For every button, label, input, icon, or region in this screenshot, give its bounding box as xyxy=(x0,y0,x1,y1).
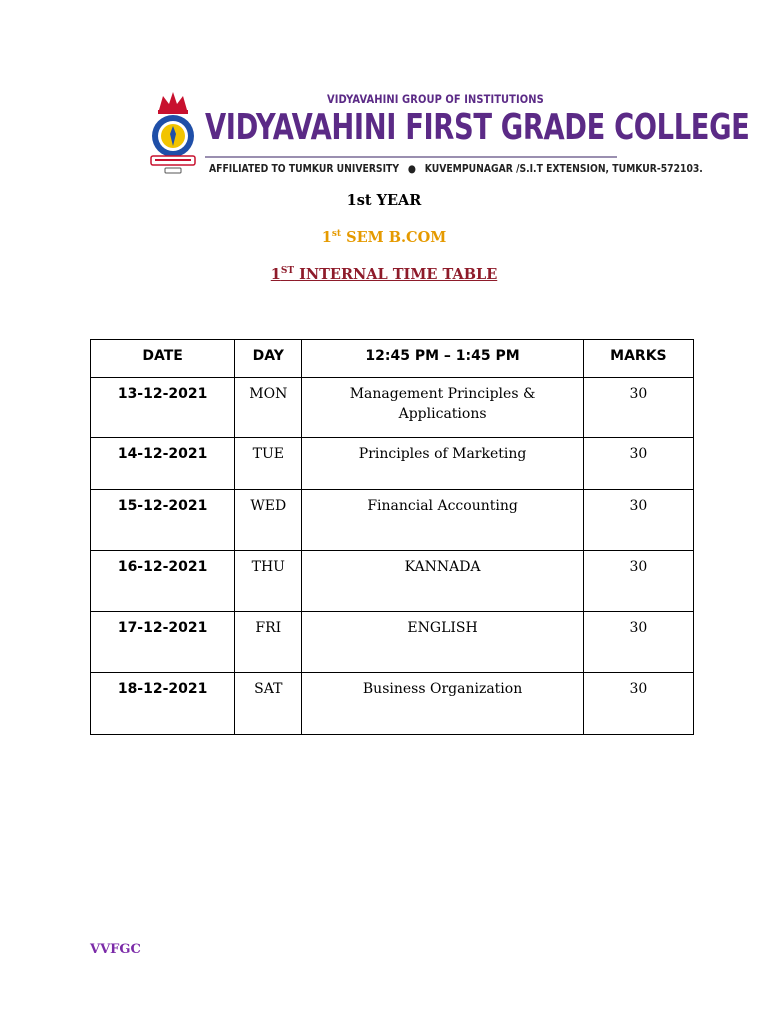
header-divider xyxy=(205,156,617,158)
group-name: VIDYAVAHINI GROUP OF INSTITUTIONS xyxy=(327,92,544,106)
date-cell: 14-12-2021 xyxy=(91,438,235,490)
college-name: VIDYAVAHINI FIRST GRADE COLLEGE xyxy=(205,107,750,148)
header-date: DATE xyxy=(91,340,235,378)
internal-title xyxy=(0,266,768,283)
year-title: 1st YEAR xyxy=(346,192,422,209)
college-emblem-icon xyxy=(145,90,201,176)
marks-cell: 30 xyxy=(583,673,693,735)
table-row xyxy=(91,551,694,612)
subject-cell: Financial Accounting xyxy=(302,490,583,551)
day-cell: WED xyxy=(235,490,302,551)
table-row xyxy=(91,673,694,735)
table-row xyxy=(91,612,694,673)
bullet-separator: ● xyxy=(407,163,416,175)
timetable xyxy=(90,339,694,735)
letterhead xyxy=(145,90,750,180)
subject-cell: Business Organization xyxy=(302,673,583,735)
semester-label: SEM B.COM xyxy=(341,229,447,246)
marks-cell: 30 xyxy=(583,490,693,551)
date-cell: 13-12-2021 xyxy=(91,378,235,438)
marks-cell: 30 xyxy=(583,438,693,490)
affiliation-line xyxy=(209,163,703,175)
footer-initials: VVFGC xyxy=(90,942,141,957)
date-cell: 17-12-2021 xyxy=(91,612,235,673)
table-header-row xyxy=(91,340,694,378)
header-marks: MARKS xyxy=(583,340,693,378)
semester-title xyxy=(0,229,768,246)
semester-number: 1 xyxy=(321,229,332,246)
table-row xyxy=(91,378,694,438)
affiliation-university: AFFILIATED TO TUMKUR UNIVERSITY xyxy=(209,163,400,175)
internal-label: INTERNAL TIME TABLE xyxy=(294,266,498,283)
date-cell: 16-12-2021 xyxy=(91,551,235,612)
day-cell: TUE xyxy=(235,438,302,490)
internal-number: 1 xyxy=(270,266,281,283)
date-cell: 15-12-2021 xyxy=(91,490,235,551)
subject-cell: Principles of Marketing xyxy=(302,438,583,490)
semester-suffix: st xyxy=(331,229,342,239)
day-cell: THU xyxy=(235,551,302,612)
date-cell: 18-12-2021 xyxy=(91,673,235,735)
subject-cell: ENGLISH xyxy=(302,612,583,673)
subject-cell: KANNADA xyxy=(302,551,583,612)
marks-cell: 30 xyxy=(583,551,693,612)
table-row xyxy=(91,438,694,490)
affiliation-address: KUVEMPUNAGAR /S.I.T EXTENSION, TUMKUR-572103. xyxy=(424,163,703,175)
day-cell: FRI xyxy=(235,612,302,673)
subject-cell: Management Principles & Applications xyxy=(302,378,583,438)
header-time: 12:45 PM – 1:45 PM xyxy=(302,340,583,378)
header-day: DAY xyxy=(235,340,302,378)
day-cell: SAT xyxy=(235,673,302,735)
marks-cell: 30 xyxy=(583,612,693,673)
internal-suffix: ST xyxy=(280,266,295,276)
day-cell: MON xyxy=(235,378,302,438)
table-row xyxy=(91,490,694,551)
marks-cell: 30 xyxy=(583,378,693,438)
